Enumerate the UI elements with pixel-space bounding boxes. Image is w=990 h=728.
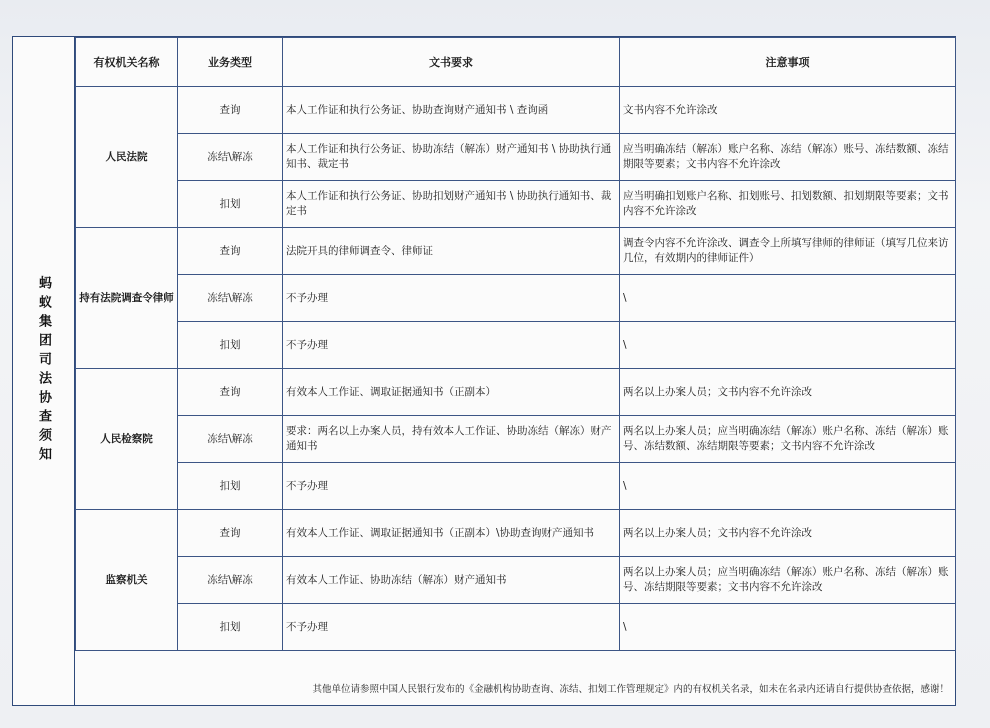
header-business-type: 业务类型: [178, 38, 283, 87]
table-row: [76, 510, 956, 557]
sidebar: [13, 37, 75, 705]
business-type-cell: 冻结\解冻: [178, 275, 283, 322]
table-row: [76, 416, 956, 463]
doc-requirement-cell: 不予办理: [283, 275, 620, 322]
doc-requirement-cell: 有效本人工作证、协助冻结（解冻）财产通知书: [283, 557, 620, 604]
business-type-cell: 冻结\解冻: [178, 416, 283, 463]
doc-requirement-cell: 有效本人工作证、调取证据通知书（正副本）: [283, 369, 620, 416]
agency-cell: 人民法院: [76, 87, 178, 228]
agency-cell: 监察机关: [76, 510, 178, 651]
header-row: [76, 38, 956, 87]
footer-note: 其他单位请参照中国人民银行发布的《金融机构协助查询、冻结、扣划工作管理规定》内的有权机关名录，如未在名录内还请自行提供协查依据，感谢！: [312, 684, 949, 695]
business-type-cell: 查询: [178, 228, 283, 275]
table-row: [76, 322, 956, 369]
business-type-cell: 查询: [178, 87, 283, 134]
note-cell: \: [620, 322, 956, 369]
table-row: [76, 181, 956, 228]
note-cell: \: [620, 604, 956, 651]
note-cell: 调查令内容不允许涂改、调查令上所填写律师的律师证（填写几位来访几位，有效期内的律师证件）: [620, 228, 956, 275]
table-row: [76, 604, 956, 651]
table-row: [76, 275, 956, 322]
sidebar-title: 蚂蚁集团司法协查须知: [36, 276, 51, 466]
table-row: [76, 134, 956, 181]
header-notes: 注意事项: [620, 38, 956, 87]
business-type-cell: 扣划: [178, 322, 283, 369]
doc-requirement-cell: 要求：两名以上办案人员，持有效本人工作证、协助冻结（解冻）财产通知书: [283, 416, 620, 463]
note-cell: \: [620, 463, 956, 510]
doc-requirement-cell: 不予办理: [283, 604, 620, 651]
doc-requirement-cell: 本人工作证和执行公务证、协助查询财产通知书 \ 查询函: [283, 87, 620, 134]
doc-requirement-cell: 本人工作证和执行公务证、协助扣划财产通知书 \ 协助执行通知书、裁定书: [283, 181, 620, 228]
doc-requirement-cell: 本人工作证和执行公务证、协助冻结（解冻）财产通知书 \ 协助执行通知书、裁定书: [283, 134, 620, 181]
note-cell: 两名以上办案人员；应当明确冻结（解冻）账户名称、冻结（解冻）账号、冻结数额、冻结期限等要素；文书内容不允许涂改: [620, 416, 956, 463]
header-doc-requirements: 文书要求: [283, 38, 620, 87]
business-type-cell: 扣划: [178, 181, 283, 228]
doc-requirement-cell: 有效本人工作证、调取证据通知书（正副本）\协助查询财产通知书: [283, 510, 620, 557]
header-agency: 有权机关名称: [76, 38, 178, 87]
business-type-cell: 冻结\解冻: [178, 134, 283, 181]
note-cell: 应当明确扣划账户名称、扣划账号、扣划数额、扣划期限等要素；文书内容不允许涂改: [620, 181, 956, 228]
note-cell: 两名以上办案人员；应当明确冻结（解冻）账户名称、冻结（解冻）账号、冻结期限等要素；文书内容不允许涂改: [620, 557, 956, 604]
table-row: [76, 463, 956, 510]
note-cell: 两名以上办案人员；文书内容不允许涂改: [620, 510, 956, 557]
table-row: [76, 369, 956, 416]
table-row: [76, 557, 956, 604]
doc-requirement-cell: 不予办理: [283, 463, 620, 510]
note-cell: 应当明确冻结（解冻）账户名称、冻结（解冻）账号、冻结数额、冻结期限等要素；文书内容不允许涂改: [620, 134, 956, 181]
business-type-cell: 冻结\解冻: [178, 557, 283, 604]
note-cell: \: [620, 275, 956, 322]
business-type-cell: 查询: [178, 510, 283, 557]
business-type-cell: 查询: [178, 369, 283, 416]
doc-requirement-cell: 法院开具的律师调查令、律师证: [283, 228, 620, 275]
requirements-table: [75, 37, 956, 651]
notice-sheet: [12, 36, 956, 706]
doc-requirement-cell: 不予办理: [283, 322, 620, 369]
agency-cell: 持有法院调查令律师: [76, 228, 178, 369]
note-cell: 文书内容不允许涂改: [620, 87, 956, 134]
business-type-cell: 扣划: [178, 604, 283, 651]
table-row: [76, 228, 956, 275]
table-row: [76, 87, 956, 134]
note-cell: 两名以上办案人员；文书内容不允许涂改: [620, 369, 956, 416]
agency-cell: 人民检察院: [76, 369, 178, 510]
business-type-cell: 扣划: [178, 463, 283, 510]
